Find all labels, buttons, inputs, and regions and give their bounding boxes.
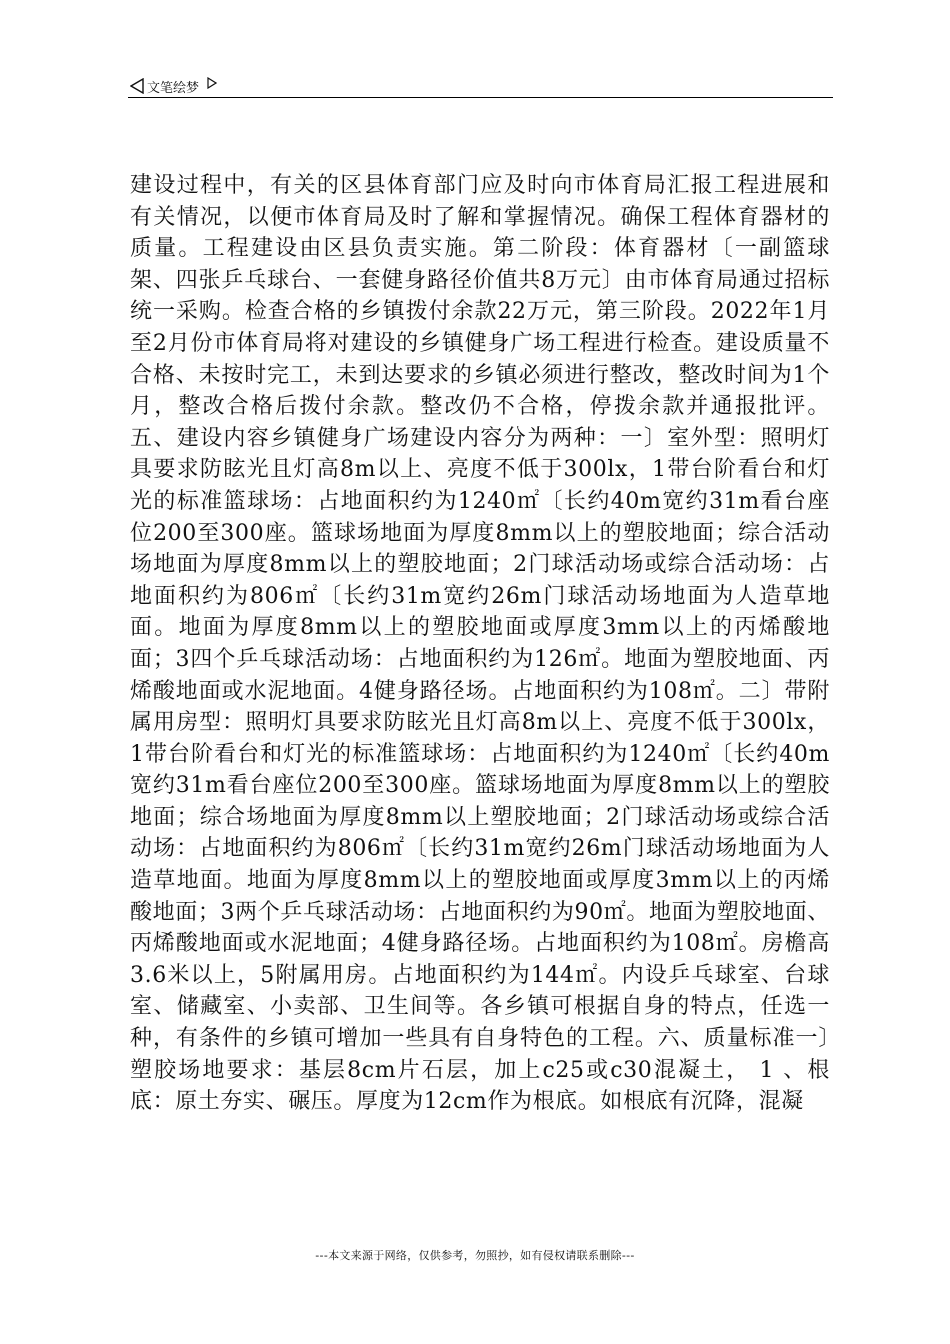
- triangle-left-outline-icon: [130, 78, 144, 94]
- document-header: [130, 74, 217, 98]
- triangle-right-outline-icon: [207, 77, 217, 89]
- footer-notice: ---本文来源于网络，仅供参考，勿照抄，如有侵权请联系删除---: [315, 1249, 635, 1262]
- header-title: 文笔绘梦: [147, 80, 200, 96]
- header-divider: [128, 97, 833, 98]
- body-paragraph: 建设过程中，有关的区县体育部门应及时向市体育局汇报工程进展和有关情况，以便市体育局及时了解和掌握情况。确保工程体育器材的质量。工程建设由区县负责实施。第二阶段：体育器材〔一副篮球架、四张乒乓球台、一套健身路径价值共8万元〕由市体育局通过招标统一采购。检查合格的乡镇拨付余款22万元，第三阶段。2022年1月至2月份市体育局将对建设的乡镇健身广场工程进行检查。建设质量不合格、未按时完工，未到达要求的乡镇必须进行整改，整改时间为1个月，整改合格后拨付余款。整改仍不合格，停拨余款并通报批评。五、建设内容乡镇健身广场建设内容分为两种：一〕室外型：照明灯具要求防眩光且灯高8m以上、亮度不低于300lx，1带台阶看台和灯光的标准篮球场：占地面积约为1240㎡〔长约40m宽约31m看台座位200至300座。篮球场地面为厚度8mm以上的塑胶地面；综合活动场地面为厚度8mm以上的塑胶地面；2门球活动场或综合活动场：占地面积约为806㎡〔长约31m宽约26m门球活动场地面为人造草地面。地面为厚度8mm以上的塑胶地面或厚度3mm以上的丙烯酸地面；3四个乒乓球活动场：占地面积约为126㎡。地面为塑胶地面、丙烯酸地面或水泥地面。4健身路径场。占地面积约为108㎡。二〕带附属用房型：照明灯具要求防眩光且灯高8m以上、亮度不低于300lx，1带台阶看台和灯光的标准篮球场：占地面积约为1240㎡〔长约40m宽约31m看台座位200至300座。篮球场地面为厚度8mm以上的塑胶地面；综合场地面为厚度8mm以上塑胶地面；2门球活动场或综合活动场：占地面积约为806㎡〔长约31m宽约26m门球活动场地面为人造草地面。地面为厚度8mm以上的塑胶地面或厚度3mm以上的丙烯酸地面；3两个乒乓球活动场：占地面积约为90㎡。地面为塑胶地面、丙烯酸地面或水泥地面；4健身路径场。占地面积约为108㎡。房檐高3.6米以上，5附属用房。占地面积约为144㎡。内设乒乓球室、台球室、储藏室、小卖部、卫生间等。各乡镇可根据自身的特点，任选一种，有条件的乡镇可增加一些具有自身特色的工程。六、质量标准一〕塑胶场地要求：基层8cm片石层，加上c25或c30混凝土， 1 、根底：原土夯实、碾压。厚度为12cm作为根底。如根底有沉降，混凝: [130, 173, 830, 1115]
